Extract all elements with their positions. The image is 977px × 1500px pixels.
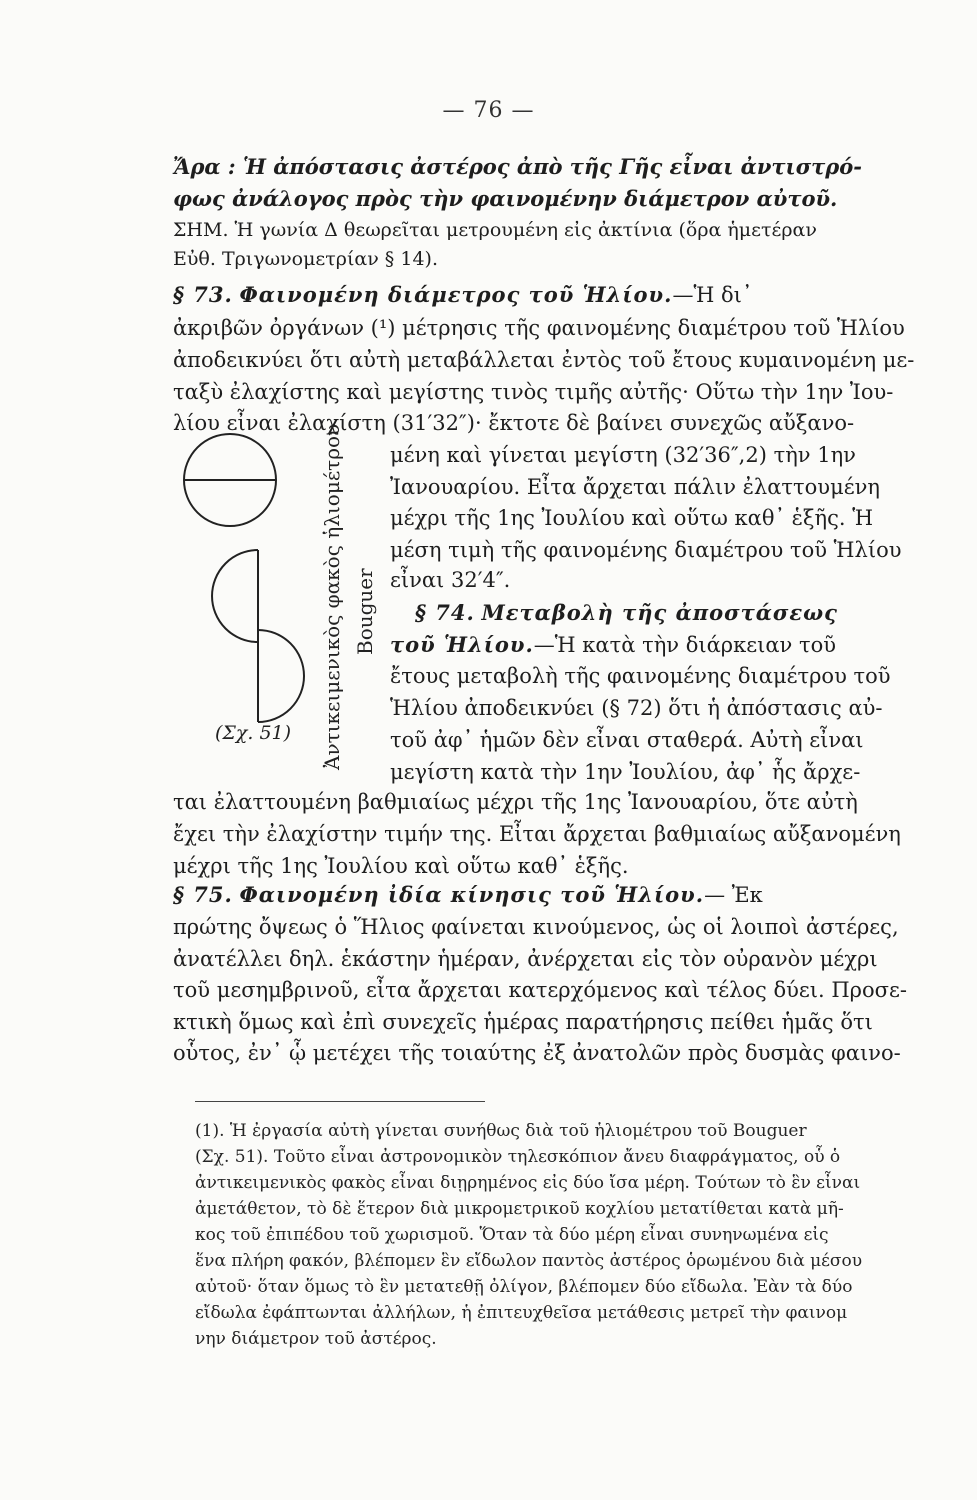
footnote-line: αὐτοῦ· ὅταν ὅμως τὸ ἓν μετατεθῇ ὀλίγον, βλέπομεν δύο εἴδωλα. Ἐὰν τὰ δύο xyxy=(195,1277,853,1297)
text-line: μεγίστη κατὰ τὴν 1ην Ἰουλίου, ἀφ᾽ ἧς ἄρχε- xyxy=(390,760,861,784)
footnote-rule xyxy=(195,1101,485,1102)
text-line: ταξὺ ἐλαχίστης καὶ μεγίστης τινὸς τιμῆς αὐτῆς· Οὕτω τὴν 1ην Ἰου- xyxy=(173,380,894,404)
section-heading-73: § 73. Φαινομένη διάμετρος τοῦ Ἡλίου.—Ἡ δι᾽ xyxy=(173,282,753,307)
footnote-line: (Σχ. 51). Τοῦτο εἶναι ἀστρονομικὸν τηλεσκόπιον ἄνευ διαφράγματος, οὗ ὁ xyxy=(195,1147,841,1167)
text-line: τοῦ ἀφ᾽ ἡμῶν δὲν εἶναι σταθερά. Αὐτὴ εἶναι xyxy=(390,728,864,752)
text-line: πρώτης ὄψεως ὁ Ἥλιος φαίνεται κινούμενος, ὡς οἱ λοιποὶ ἀστέρες, xyxy=(173,915,899,939)
text-line: κτικὴ ὅμως καὶ ἐπὶ συνεχεῖς ἡμέρας παρατήρησις πείθει ἡμᾶς ὅτι xyxy=(173,1010,873,1034)
note-line: ΣΗΜ. Ἡ γωνία Δ θεωρεῖται μετρουμένη εἰς ἀκτίνια (ὅρα ἡμετέραν xyxy=(173,219,817,241)
text-line: οὗτος, ἐν᾽ ᾧ μετέχει τῆς τοιαύτης ἐξ ἀνατολῶν πρὸς δυσμὰς φαινο- xyxy=(173,1041,901,1065)
page-number: — 76 — xyxy=(442,98,535,123)
text-line: ἔχει τὴν ἐλαχίστην τιμήν της. Εἶται ἄρχεται βαθμιαίως αὔξανομένη xyxy=(173,822,901,846)
figure-label-bouguer: Bouguer xyxy=(353,568,377,655)
text-line: μέχρι τῆς 1ης Ἰουλίου καὶ οὕτω καθ᾽ ἑξῆς. xyxy=(173,854,629,878)
text-line: ἀνατέλλει δηλ. ἑκάστην ἡμέραν, ἀνέρχεται εἰς τὸν οὐρανὸν μέχρι xyxy=(173,947,878,971)
figure-caption: (Σχ. 51) xyxy=(215,722,292,744)
text-line: ἀκριβῶν ὀργάνων (¹) μέτρησις τῆς φαινομένης διαμέτρου τοῦ Ἡλίου xyxy=(173,316,905,340)
figure-label-lens: Ἀντικειμενικὸς φακὸς ἡλιομέτρου xyxy=(320,423,344,770)
text-line: τοῦ μεσημβρινοῦ, εἶτα ἄρχεται κατερχόμενος καὶ τέλος δύει. Προσε- xyxy=(173,978,907,1002)
footnote-line: (1). Ἡ ἐργασία αὐτὴ γίνεται συνήθως διὰ τοῦ ἡλιομέτρου τοῦ Bouguer xyxy=(195,1121,807,1141)
text-line: φως ἀνάλογος πρὸς τὴν φαινομένην διάμετρον αὐτοῦ. xyxy=(173,186,838,211)
text-line: εἶναι 32′4″. xyxy=(390,568,511,592)
note-line: Εὐθ. Τριγωνομετρίαν § 14). xyxy=(173,248,438,270)
text-line: μένη καὶ γίνεται μεγίστη (32′36″,2) τὴν 1ην xyxy=(390,443,856,467)
text-line: ἔτους μεταβολὴ τῆς φαινομένης διαμέτρου τοῦ xyxy=(390,664,891,688)
text-line: Ἄρα : Ἡ ἀπόστασις ἀστέρος ἀπὸ τῆς Γῆς εἶναι ἀντιστρό- xyxy=(173,154,862,179)
footnote-line: εἴδωλα ἐφάπτωνται ἀλλήλων, ἡ ἐπιτευχθεῖσα μετάθεσις μετρεῖ τὴν φαινομ xyxy=(195,1303,848,1323)
footnote-line: νην διάμετρον τοῦ ἀστέρος. xyxy=(195,1329,437,1349)
text-line: Ἰανουαρίου. Εἶτα ἄρχεται πάλιν ἐλαττουμένη xyxy=(390,475,880,499)
text-line: ἀποδεικνύει ὅτι αὐτὴ μεταβάλλεται ἐντὸς τοῦ ἔτους κυμαινομένη με- xyxy=(173,348,915,372)
section-heading-74-cont: τοῦ Ἡλίου.—Ἡ κατὰ τὴν διάρκειαν τοῦ xyxy=(390,632,837,657)
footnote-line: ἕνα πλήρη φακόν, βλέπομεν ἓν εἴδωλον παντὸς ἀστέρος ὁρωμένου διὰ μέσου xyxy=(195,1251,863,1271)
section-heading-75: § 75. Φαινομένη ἰδία κίνησις τοῦ Ἡλίου.— Ἐκ xyxy=(173,882,763,907)
footnote-line: κος τοῦ ἐπιπέδου τοῦ χωρισμοῦ. Ὅταν τὰ δύο μέρη εἶναι συνηνωμένα εἰς xyxy=(195,1225,829,1245)
text-line: λίου εἶναι ἐλαχίστη (31′32″)· ἔκτοτε δὲ βαίνει συνεχῶς αὔξανο- xyxy=(173,411,855,435)
footnote-line: ἀμετάθετον, τὸ δὲ ἕτερον διὰ μικρομετρικοῦ κοχλίου μετατίθεται κατὰ μῆ- xyxy=(195,1199,844,1219)
text-line: Ἡλίου ἀποδεικνύει (§ 72) ὅτι ἡ ἀπόστασις αὐ- xyxy=(390,696,883,720)
text-line: μέχρι τῆς 1ης Ἰουλίου καὶ οὕτω καθ᾽ ἑξῆς. Ἡ xyxy=(390,506,874,530)
footnote-line: ἀντικειμενικὸς φακὸς εἶναι διῃρημένος εἰς δύο ἴσα μέρη. Τούτων τὸ ἓν εἶναι xyxy=(195,1173,861,1193)
text-line: μέση τιμὴ τῆς φαινομένης διαμέτρου τοῦ Ἡλίου xyxy=(390,538,902,562)
text-line: ται ἐλαττουμένη βαθμιαίως μέχρι τῆς 1ης Ἰανουαρίου, ὅτε αὐτὴ xyxy=(173,790,858,814)
section-heading-74: § 74. Μεταβολὴ τῆς ἀποστάσεως xyxy=(415,600,838,625)
